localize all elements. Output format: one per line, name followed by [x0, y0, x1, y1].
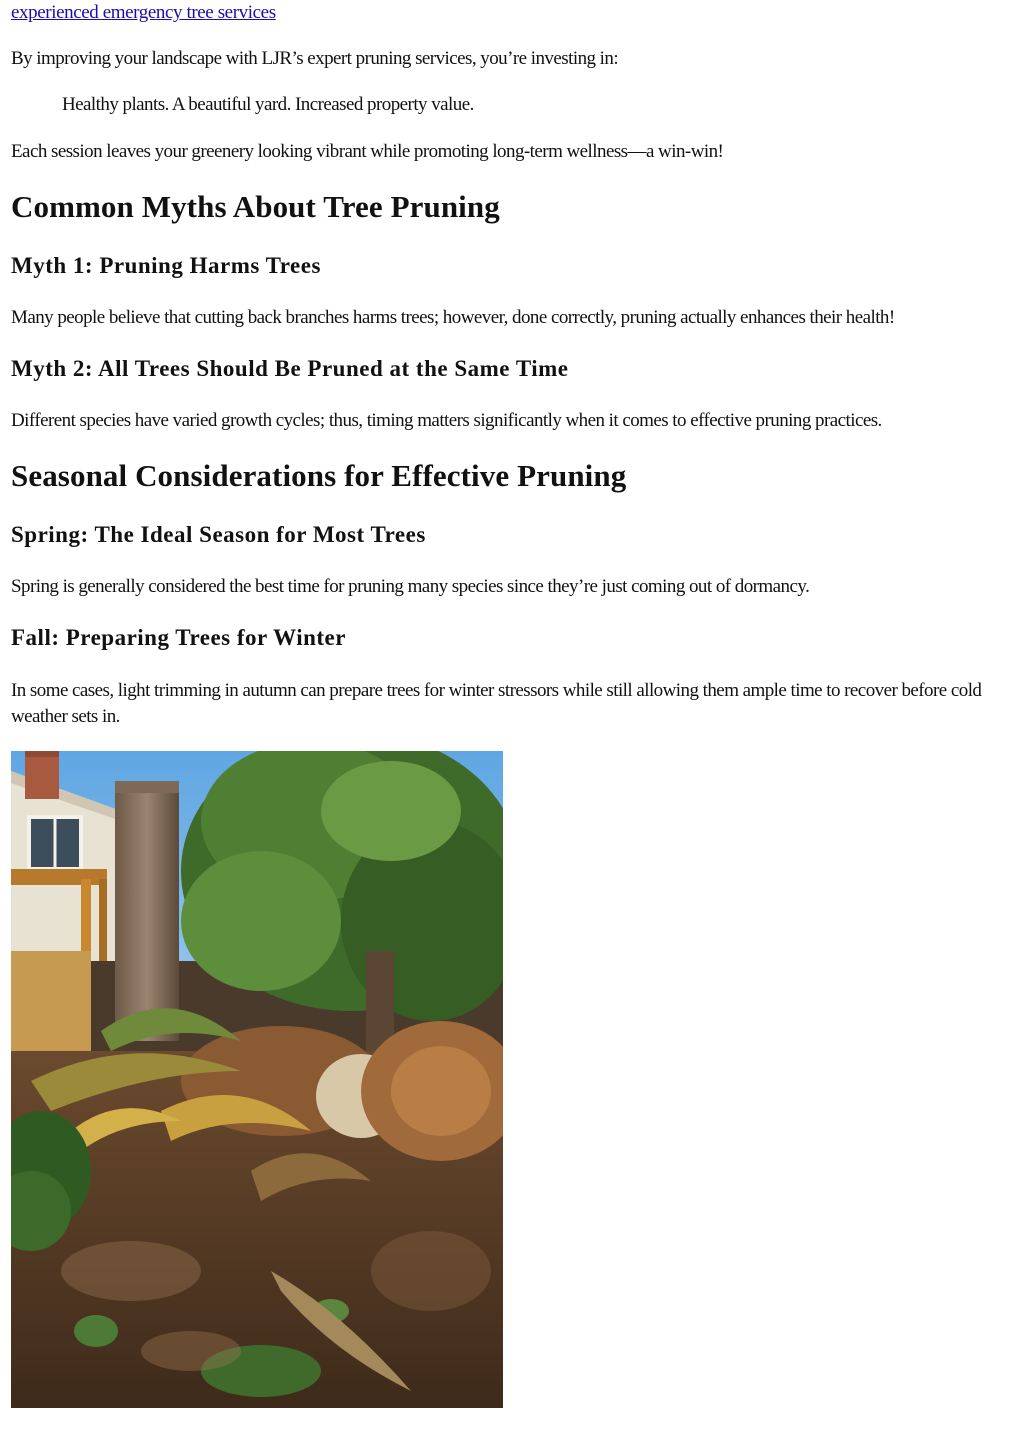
session-text: Each session leaves your greenery looking vibrant while promoting long-term wellness—a win-win!: [11, 141, 724, 162]
seasonal-heading: Seasonal Considerations for Effective Pruning: [11, 458, 627, 493]
photo-illustration: [11, 751, 503, 1408]
fall-body: In some cases, light trimming in autumn can prepare trees for winter stressors while still allowing them ample time to recover before cold weather sets in.: [11, 680, 982, 727]
pruned-palm-photo: [11, 751, 503, 1408]
fall-heading: Fall: Preparing Trees for Winter: [11, 625, 346, 650]
spring-heading: Spring: The Ideal Season for Most Trees: [11, 522, 426, 547]
myth2-heading: Myth 2: All Trees Should Be Pruned at the Same Time: [11, 356, 569, 381]
emergency-tree-services-link[interactable]: experienced emergency tree services: [11, 2, 276, 23]
myth1-heading: Myth 1: Pruning Harms Trees: [11, 253, 321, 278]
spring-body: Spring is generally considered the best time for pruning many species since they’re just coming out of dormancy.: [11, 576, 810, 597]
myth1-body: Many people believe that cutting back branches harms trees; however, done correctly, pruning actually enhances their health!: [11, 307, 895, 328]
benefits-text: Healthy plants. A beautiful yard. Increased property value.: [62, 94, 474, 115]
investing-intro-text: By improving your landscape with LJR’s expert pruning services, you’re investing in:: [11, 48, 619, 69]
myth2-body: Different species have varied growth cycles; thus, timing matters significantly when it comes to effective pruning practices.: [11, 410, 882, 431]
myths-heading: Common Myths About Tree Pruning: [11, 189, 500, 224]
